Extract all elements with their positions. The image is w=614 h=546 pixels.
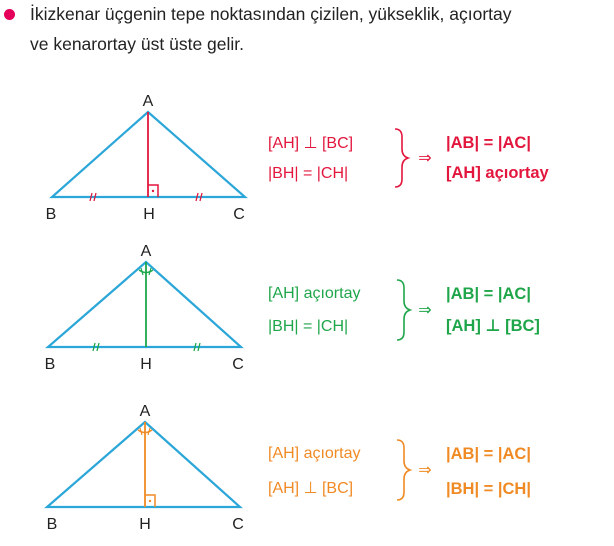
case-3-result-1: |AB| = |AC| [446, 445, 531, 463]
brace-icon-2 [397, 280, 410, 340]
case-2-result-1: |AB| = |AC| [446, 285, 531, 303]
case-2-result-2: [AH] ⊥ [BC] [446, 317, 540, 335]
case-1-result-1: |AB| = |AC| [446, 134, 531, 152]
case-2-condition-2: |BH| = |CH| [268, 318, 349, 335]
vertex-b-1: B [45, 206, 57, 223]
case-3-condition-2: [AH] ⊥ [BC] [268, 480, 354, 497]
triangle-3 [47, 403, 244, 533]
case-1 [46, 93, 550, 223]
triangle-2 [45, 243, 244, 373]
case-1-condition-2: |BH| = |CH| [268, 165, 349, 182]
vertex-a-3: A [139, 403, 151, 420]
triangle-2-outline [48, 262, 241, 347]
vertex-b-3: B [46, 516, 58, 533]
case-2-condition-1: [AH] açıortay [268, 285, 361, 302]
case-2 [45, 243, 540, 373]
triangle-3-outline [47, 422, 240, 507]
implies-arrow-2: ⇒ [418, 302, 432, 319]
vertex-c-3: C [232, 516, 244, 533]
vertex-a-2: A [140, 243, 152, 260]
header-line-2: ve kenarortay üst üste gelir. [30, 34, 244, 54]
case-1-condition-1: [AH] ⊥ [BC] [268, 135, 354, 152]
case-1-result-2: [AH] açıortay [446, 164, 549, 182]
case-3-result-2: |BH| = |CH| [446, 480, 531, 498]
foot-h-3: H [139, 516, 151, 533]
foot-h-1: H [143, 206, 155, 223]
triangle-1 [46, 93, 245, 223]
implies-arrow-3: ⇒ [418, 462, 432, 479]
foot-h-2: H [140, 356, 152, 373]
right-angle-dot-1 [152, 190, 154, 192]
implies-arrow-1: ⇒ [418, 150, 432, 167]
right-angle-dot-3 [149, 500, 151, 502]
brace-icon-3 [397, 440, 410, 500]
vertex-c-1: C [233, 206, 245, 223]
case-3 [47, 403, 531, 533]
brace-icon-1 [395, 129, 408, 187]
header-line-1: İkizkenar üçgenin tepe noktasından çizilen, yükseklik, açıortay [30, 4, 512, 24]
vertex-b-2: B [44, 356, 56, 373]
vertex-a-1: A [142, 93, 154, 110]
case-3-condition-1: [AH] açıortay [268, 445, 361, 462]
vertex-c-2: C [232, 356, 244, 373]
